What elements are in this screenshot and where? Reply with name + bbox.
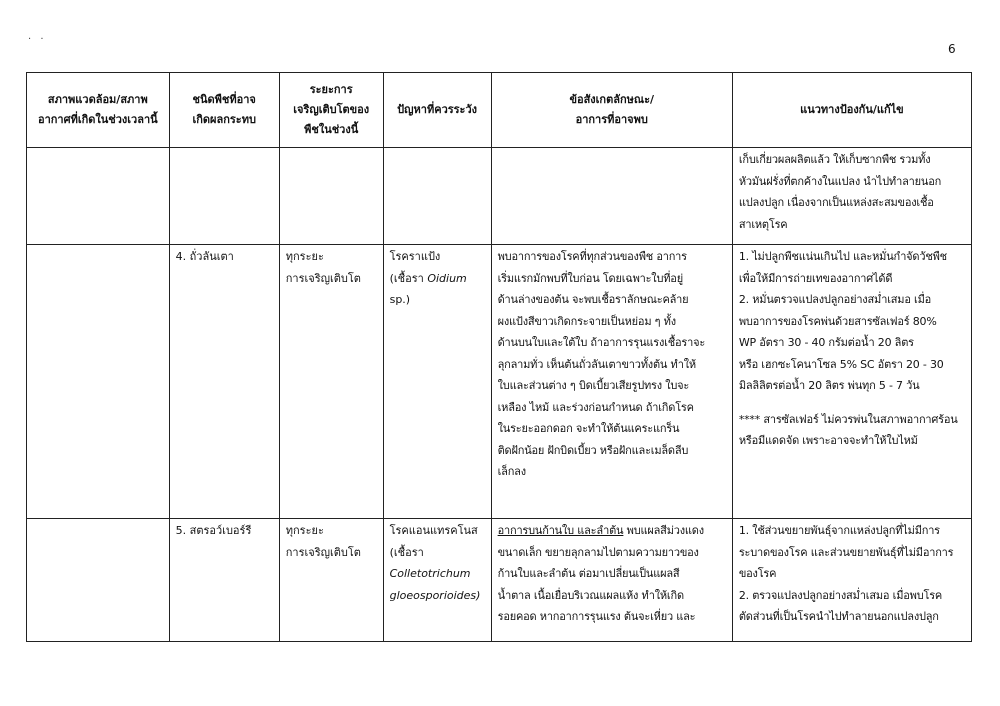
corner-mark: · · bbox=[28, 34, 47, 45]
table-row bbox=[27, 245, 972, 519]
symptoms-lead: อาการบนก้านใบ และลำต้น bbox=[497, 524, 624, 537]
advisory-table bbox=[26, 72, 972, 642]
sulfur-warning: **** สารซัลเฟอร์ ไม่ควรพ่นในสภาพอากาศร้อน หรือมีแดดจัด เพราะอาจจะทำให้ใบไหม้ bbox=[738, 412, 958, 447]
header-environment: สภาพแวดล้อม/สภาพ อากาศที่เกิดในช่วงเวลานี้ bbox=[27, 73, 170, 148]
stage-cell bbox=[279, 148, 383, 245]
crop-cell: 4. ถั่วลันเตา bbox=[169, 245, 279, 519]
crop-cell: 5. สตรอว์เบอร์รี bbox=[169, 519, 279, 642]
problem-pathogen: Colletotrichum gloeosporioides) bbox=[389, 567, 481, 602]
prevention-cell bbox=[732, 245, 971, 519]
problem-pathogen: (เชื้อรา Oidium sp.) bbox=[389, 271, 467, 306]
problem-name: โรคราแป้ง bbox=[389, 250, 441, 263]
environment-cell bbox=[27, 245, 170, 519]
symptoms-cell bbox=[491, 148, 732, 245]
prevention-steps: 1. ไม่ปลูกพืชแน่นเกินไป และหมั่นกำจัดวัชพืช เพื่อให้มีการถ่ายเทของอากาศได้ดี 2. หมั่นตรวจแปลงปลูกอย่างสม่ำเสมอ เมื่อ พบอาการของโรคพ่นด้วยสารซัลเฟอร์ 80% WP อัตรา 30 - 40 กรัมต่อน้ำ 20 ลิตร หรือ เฮกซะโคนาโซล 5% SC อัตรา 20 - 30 มิลลิลิตรต่อน้ำ 20 ลิตร พ่นทุก 5 - 7 วัน bbox=[738, 250, 947, 392]
prevention-cell: เก็บเกี่ยวผลผลิตแล้ว ให้เก็บซากพืช รวมทั้ง หัวมันฝรั่งที่ตกค้างในแปลง นำไปทำลายนอก แปลงปลูก เนื่องจากเป็นแหล่งสะสมของเชื้อ สาเหตุโรค bbox=[732, 148, 971, 245]
problem-cell bbox=[383, 245, 491, 519]
environment-cell bbox=[27, 148, 170, 245]
table-row bbox=[27, 519, 972, 642]
crop-cell bbox=[169, 148, 279, 245]
symptoms-cell: อาการบนก้านใบ และลำต้น พบแผลสีม่วงแดง ขนาดเล็ก ขยายลุกลามไปตามความยาวของ ก้านใบและลำต้น ต่อมาเปลี่ยนเป็นแผลสี น้ำตาล เนื้อเยื่อบริเวณแผลแห้ง ทำให้เกิด รอยคอด หากอาการรุนแรง ต้นจะเหี่ยว และ bbox=[491, 519, 732, 642]
problem-cell bbox=[383, 148, 491, 245]
symptoms-cell: พบอาการของโรคที่ทุกส่วนของพืช อาการ เริ่มแรกมักพบที่ใบก่อน โดยเฉพาะใบที่อยู่ ด้านล่างของต้น จะพบเชื้อราลักษณะคล้าย ผงแป้งสีขาวเกิดกระจายเป็นหย่อม ๆ ทั้ง ด้านบนใบและใต้ใบ ถ้าอาการรุนแรงเชื้อราจะ ลุกลามทั่ว เห็นต้นถั่วลันเตาขาวทั้งต้น ทำให้ ใบและส่วนต่าง ๆ บิดเบี้ยวเสียรูปทรง ใบจะ เหลือง ไหม้ และร่วงก่อนกำหนด ถ้าเกิดโรค ในระยะออกดอก จะทำให้ต้นแคระแกร็น ติดฝักน้อย ฝักบิดเบี้ยว หรือฝักและเมล็ดลีบ เล็กลง bbox=[491, 245, 732, 519]
stage-cell: ทุกระยะ การเจริญเติบโต bbox=[279, 519, 383, 642]
environment-cell bbox=[27, 519, 170, 642]
stage-cell: ทุกระยะ การเจริญเติบโต bbox=[279, 245, 383, 519]
problem-name: โรคแอนแทรคโนส (เชื้อรา bbox=[389, 524, 478, 559]
header-problem: ปัญหาที่ควรระวัง bbox=[383, 73, 491, 148]
header-prevention: แนวทางป้องกัน/แก้ไข bbox=[732, 73, 971, 148]
table-row bbox=[27, 148, 972, 245]
header-crop: ชนิดพืชที่อาจ เกิดผลกระทบ bbox=[169, 73, 279, 148]
table-header-row bbox=[27, 73, 972, 148]
page-number: 6 bbox=[948, 42, 956, 56]
problem-cell bbox=[383, 519, 491, 642]
header-growth-stage: ระยะการ เจริญเติบโตของ พืชในช่วงนี้ bbox=[279, 73, 383, 148]
header-symptoms: ข้อสังเกตลักษณะ/ อาการที่อาจพบ bbox=[491, 73, 732, 148]
prevention-cell: 1. ใช้ส่วนขยายพันธุ์จากแหล่งปลูกที่ไม่มีการ ระบาดของโรค และส่วนขยายพันธุ์ที่ไม่มีอาการ ของโรค 2. ตรวจแปลงปลูกอย่างสม่ำเสมอ เมื่อพบโรค ตัดส่วนที่เป็นโรคนำไปทำลายนอกแปลงปลูก bbox=[732, 519, 971, 642]
